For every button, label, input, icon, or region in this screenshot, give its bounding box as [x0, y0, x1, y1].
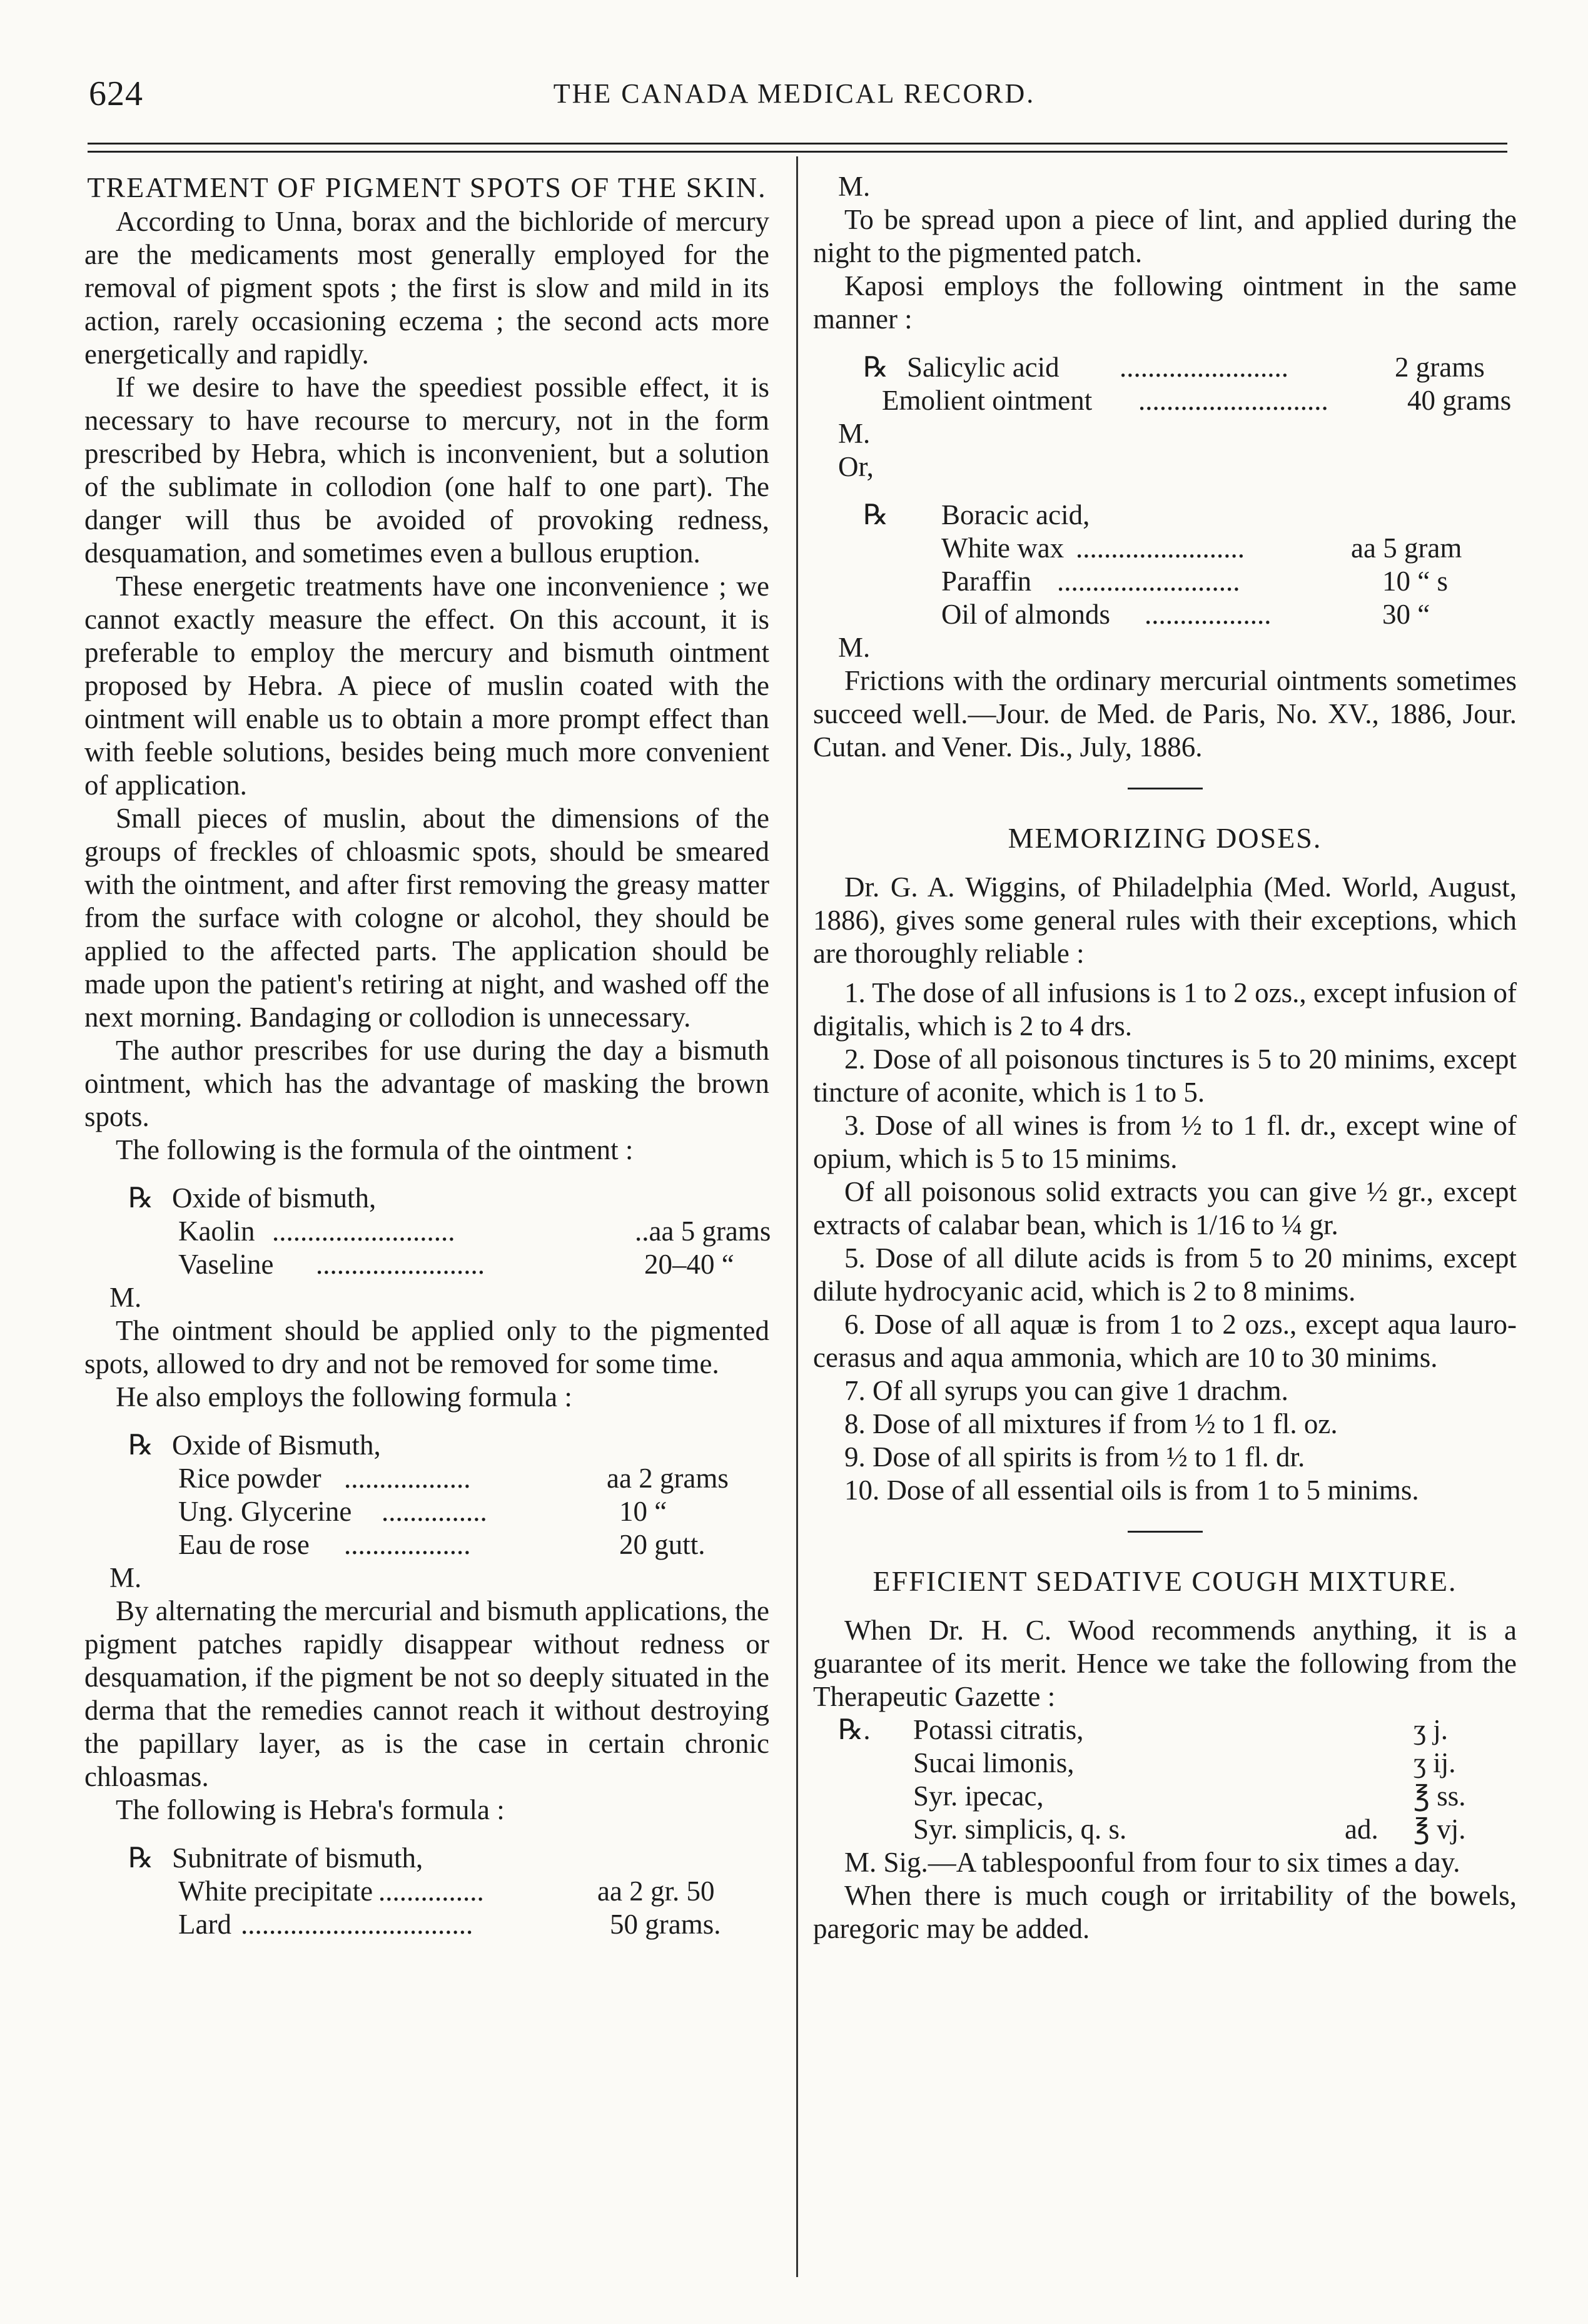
article-title: MEMORIZING DOSES. — [1008, 822, 1322, 854]
dose-rule: 7. Of all syrups you can give 1 drachm. — [844, 1375, 1288, 1406]
paragraph: These energetic treatments have one inconvenience ; we cannot exactly measure the effect. On this account, it is preferable to employ the mercury and bismuth ointment proposed by Hebra. A piece of muslin coated with the ointment will enable us to obtain a more prompt effect than with feeble solutions, besides being much more convenient of application. — [84, 571, 769, 801]
paragraph: By alternating the mercurial and bismuth applications, the pigment patches rapidly disappear without redness or desquamation, if the pigment be not so deeply situated in the derma that the remedies cannot reach it without destroying the papillary layer, as is the case in certain chronic chloasmas. — [84, 1595, 769, 1792]
recipe-mark: M. — [838, 171, 871, 202]
paragraph: He also employs the following formula : — [116, 1381, 572, 1413]
paragraph: The ointment should be applied only to the pigmented spots, allowed to dry and not be removed for some time. — [84, 1315, 769, 1379]
dose-rule: 3. Dose of all wines is from ½ to 1 fl. dr., except wine of opium, which is 5 to 15 minims. — [813, 1110, 1517, 1174]
dose-rule: 10. Dose of all essential oils is from 1 to 5 minims. — [844, 1474, 1419, 1506]
paragraph: Frictions with the ordinary mercurial ointments sometimes succeed well.—Jour. de Med. de Paris, No. XV., 1886, Jour. Cutan. and Vener. Dis., July, 1886. — [813, 665, 1517, 763]
paragraph: The following is the formula of the ointment : — [116, 1134, 634, 1165]
journal-title: THE CANADA MEDICAL RECORD. — [553, 78, 1036, 109]
paragraph: When there is much cough or irritability of the bowels, paregoric may be added. — [813, 1880, 1517, 1944]
article-title: TREATMENT OF PIGMENT SPOTS OF THE SKIN. — [87, 171, 767, 203]
page-number: 624 — [89, 74, 143, 113]
dose-rule: 2. Dose of all poisonous tinctures is 5 to 20 minims, except tincture of aconite, which is 1 to 5. — [813, 1043, 1517, 1108]
paragraph: To be spread upon a piece of lint, and applied during the night to the pigmented patch. — [813, 204, 1517, 268]
header-rule — [88, 151, 1507, 153]
paragraph: Dr. G. A. Wiggins, of Philadelphia (Med. World, August, 1886), gives some general rules with their exceptions, which are thoroughly reliable : — [813, 871, 1517, 969]
recipe-mark: M. — [109, 1282, 142, 1313]
paragraph: When Dr. H. C. Wood recommends anything, it is a guarantee of its merit. Hence we take the following from the Therapeutic Gazette : — [813, 1615, 1517, 1712]
dose-rule: Of all poisonous solid extracts you can give ½ gr., except extracts of calabar bean, which is 1/16 to ¼ gr. — [813, 1176, 1517, 1241]
recipe-mark: M. — [838, 632, 871, 663]
section-separator — [1128, 788, 1203, 789]
dose-rule: 9. Dose of all spirits is from ½ to 1 fl. dr. — [844, 1441, 1305, 1473]
dose-rule: 1. The dose of all infusions is 1 to 2 ozs., except infusion of digitalis, which is 2 to 4 drs. — [813, 977, 1517, 1042]
recipe-mark: M. — [838, 418, 871, 449]
paragraph: The author prescribes for use during the day a bismuth ointment, which has the advantage of masking the brown spots. — [84, 1035, 769, 1132]
dose-rule: 8. Dose of all mixtures if from ½ to 1 fl. oz. — [844, 1408, 1338, 1439]
header-rule — [88, 143, 1507, 145]
prescription: ℞ Oxide of bismuth, Kaolin .......................... ..aa 5 grams Vaseline ........................ 20–40 “ — [128, 1182, 771, 1280]
left-column — [84, 170, 769, 1941]
right-column — [813, 170, 1517, 1946]
prescription: ℞ Subnitrate of bismuth, White precipitate ............... aa 2 gr. 50 Lard ................................. 50 grams. — [128, 1842, 721, 1940]
prescription: ℞ Boracic acid, White wax ........................ aa 5 gram Paraffin .......................... 10 “ s Oil of almonds .................. 30 “ — [863, 499, 1462, 630]
paragraph: The following is Hebra's formula : — [116, 1794, 505, 1825]
paragraph: Kaposi employs the following ointment in the same manner : — [813, 270, 1517, 335]
paragraph: Or, — [838, 451, 874, 482]
column-divider — [796, 156, 798, 2277]
prescription: ℞. Potassi citratis, ʒ j. Sucai limonis, ʒ ij. Syr. ipecac, ℥ ss. Syr. simplicis, q. s. ad. ℥ vj. — [838, 1714, 1466, 1845]
page-header — [81, 74, 1507, 124]
section-separator — [1128, 1531, 1203, 1533]
dose-rule: 6. Dose of all aquæ is from 1 to 2 ozs., except aqua lauro-cerasus and aqua ammonia, which are 10 to 30 minims. — [813, 1309, 1517, 1373]
article-title: EFFICIENT SEDATIVE COUGH MIXTURE. — [872, 1565, 1457, 1597]
prescription: ℞ Oxide of Bismuth, Rice powder .................. aa 2 grams Ung. Glycerine ............... 10 “ Eau de rose .................. 20 gutt. — [128, 1429, 729, 1560]
paragraph: M. Sig.—A tablespoonful from four to six times a day. — [844, 1847, 1460, 1878]
paragraph: According to Unna, borax and the bichloride of mercury are the medicaments most generally employed for the removal of pigment spots ; the first is slow and mild in its action, rarely occasioning eczema ; the second acts more energetically and rapidly. — [84, 206, 769, 370]
recipe-mark: M. — [109, 1562, 142, 1593]
paragraph: If we desire to have the speediest possible effect, it is necessary to have recourse to mercury, not in the form prescribed by Hebra, which is inconvenient, but a solution of the sublimate in collodion (one half to one part). The danger will thus be avoided of provoking redness, desquamation, and sometimes even a bullous eruption. — [84, 372, 769, 569]
paragraph: Small pieces of muslin, about the dimensions of the groups of freckles of chloasmic spots, should be smeared with the ointment, and after first removing the greasy matter from the surface with cologne or alcohol, they should be applied to the affected parts. The application should be made upon the patient's retiring at night, and washed off the next morning. Bandaging or collodion is unnecessary. — [84, 803, 769, 1033]
dose-rule: 5. Dose of all dilute acids is from 5 to 20 minims, except dilute hydrocyanic acid, which is 2 to 8 minims. — [813, 1242, 1517, 1307]
prescription: ℞ Salicylic acid ........................ 2 grams Emolient ointment ........................... 40 grams — [863, 352, 1512, 416]
